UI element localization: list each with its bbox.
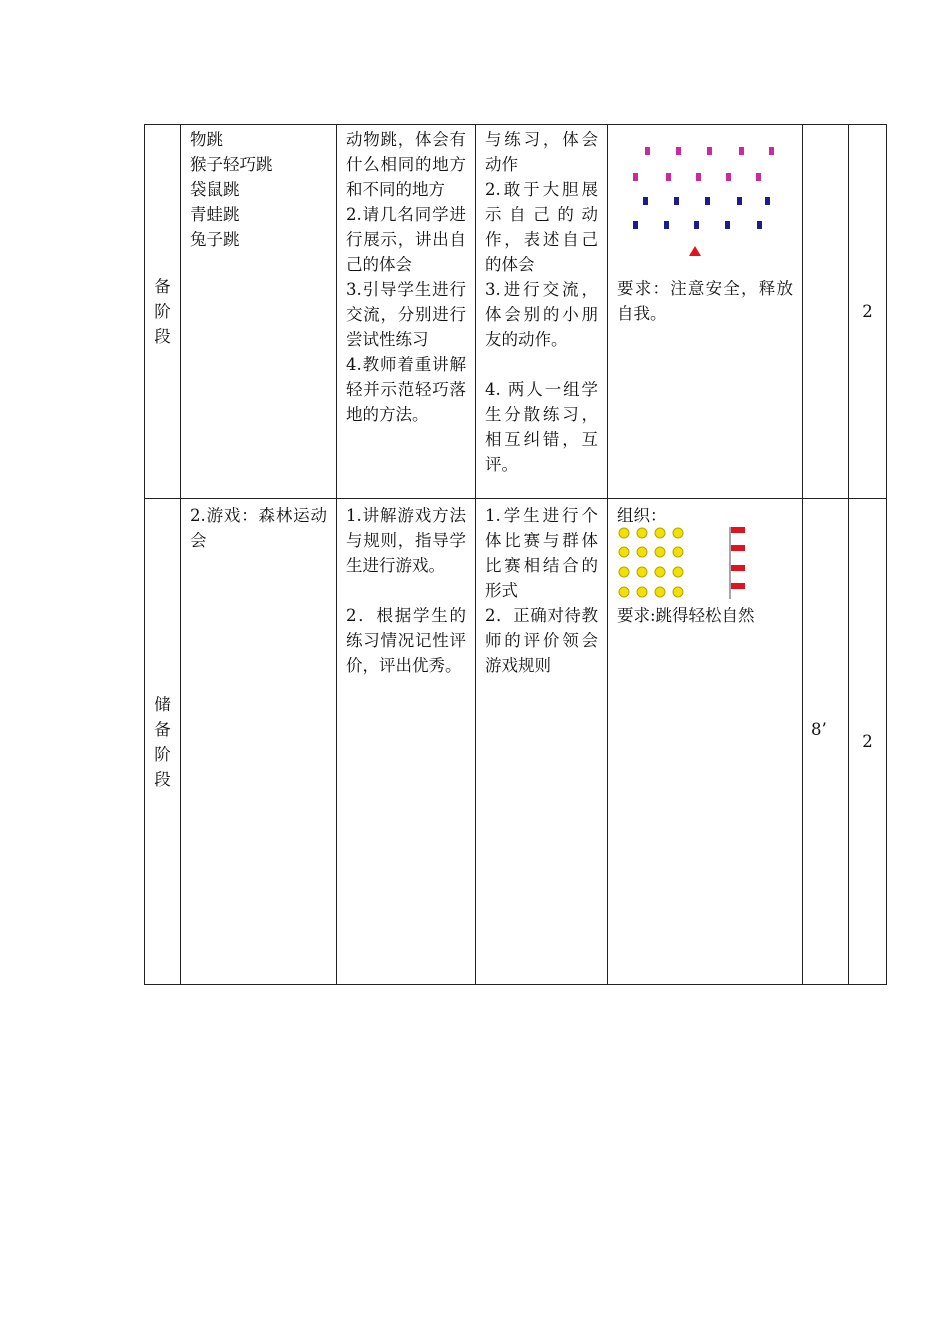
student-cell	[476, 125, 608, 499]
organization-label: 组织：	[617, 506, 667, 525]
formation-diagram	[617, 125, 793, 260]
time-cell	[803, 499, 849, 985]
count-cell	[849, 499, 887, 985]
stage-char: 阶	[154, 302, 171, 321]
teacher-cell	[337, 125, 476, 499]
table-row	[145, 499, 887, 985]
content-text: 2.游戏：森林运动会	[190, 506, 327, 550]
teacher-text: 2．根据学生的练习情况记性评价，评出优秀。	[346, 606, 466, 675]
stage-char: 储	[154, 694, 171, 714]
student-text: 4. 两人一组学生分散练习，相互纠错，互评。	[485, 380, 598, 474]
student-text: 2.敢于大胆展示自己的动作，表述自己的体会	[485, 180, 598, 274]
count-cell	[849, 125, 887, 499]
stage-cell	[145, 125, 181, 499]
teacher-text: 2.请几名同学进行展示，讲出自己的体会	[346, 205, 466, 274]
stage-char: 备	[154, 719, 171, 739]
count-text: 2	[862, 302, 873, 321]
stage-char: 阶	[154, 744, 171, 764]
table-row	[145, 125, 887, 499]
content-text: 物跳 猴子轻巧跳 袋鼠跳 青蛙跳 兔子跳	[190, 130, 273, 249]
student-figure-icon	[633, 197, 770, 229]
time-text: 8’	[811, 720, 827, 739]
student-figure-icon	[633, 147, 774, 181]
student-cell	[476, 499, 608, 985]
student-text: 与练习，体会动作	[485, 130, 598, 174]
requirement-text: 要求：注意安全，释放自我。	[617, 279, 793, 323]
teacher-triangle-icon	[689, 246, 701, 256]
teacher-text: 1.讲解游戏方法与规则，指导学生进行游戏。	[346, 506, 466, 575]
organization-cell	[608, 499, 803, 985]
teacher-cell	[337, 499, 476, 985]
lesson-plan-table	[144, 124, 887, 985]
teacher-text: 动物跳，体会有什么相同的地方和不同的地方	[346, 130, 466, 199]
teacher-text: 3.引导学生进行交流，分别进行尝试性练习	[346, 280, 466, 349]
organization-cell	[608, 125, 803, 499]
count-text: 2	[862, 732, 873, 751]
flag-icon	[727, 525, 751, 601]
stage-char: 备	[154, 277, 171, 296]
stage-char: 段	[154, 327, 171, 346]
content-cell	[181, 499, 337, 985]
stage-char: 段	[154, 769, 171, 789]
student-text: 1.学生进行个体比赛与群体比赛相结合的形式	[485, 506, 598, 600]
student-text: 3.进行交流，体会别的小朋友的动作。	[485, 280, 598, 349]
teacher-text: 4.教师着重讲解轻并示范轻巧落地的方法。	[346, 355, 466, 424]
requirement-text: 要求:跳得轻松自然	[617, 606, 755, 625]
time-cell	[803, 125, 849, 499]
student-text: 2．正确对待教师的评价领会游戏规则	[485, 606, 598, 675]
content-cell	[181, 125, 337, 499]
stage-cell	[145, 499, 181, 985]
